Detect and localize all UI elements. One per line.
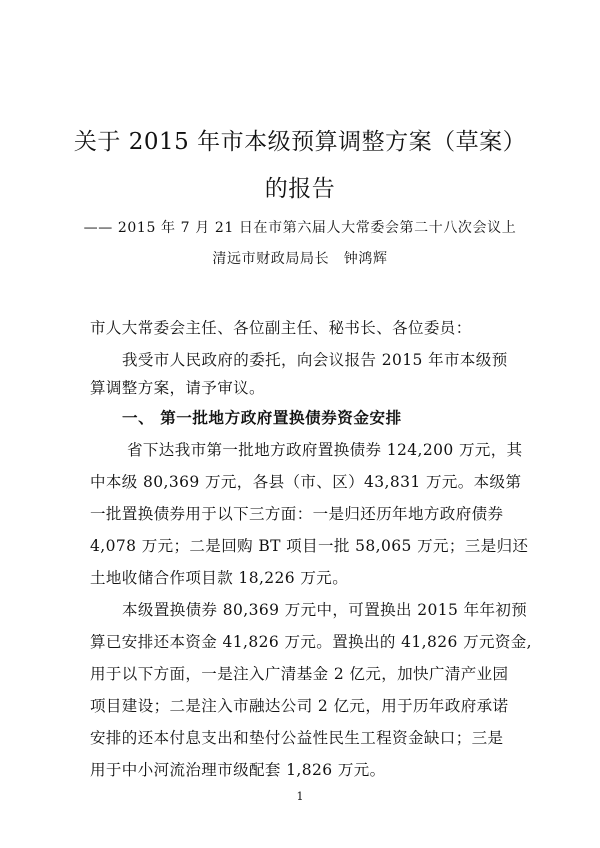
meeting-subtitle: —— 2015 年 7 月 21 日在市第六届人大常委会第二十八次会议上 bbox=[83, 220, 517, 236]
reporter-line: 清远市财政局局长 钟鸿辉 bbox=[212, 251, 388, 267]
document-title-line-2: 的报告 bbox=[264, 176, 336, 202]
para-1-line-3: 一批置换债券用于以下三方面：一是归还历年地方政府债券 bbox=[90, 505, 504, 523]
para-2-line-4: 项目建设；二是注入市融达公司 2 亿元，用于历年政府承诺 bbox=[90, 697, 509, 715]
para-1-line-4: 4,078 万元；二是回购 BT 项目一批 58,065 万元；三是归还 bbox=[90, 537, 529, 555]
para-1-line-1: 省下达我市第一批地方政府置换债券 124,200 万元，其 bbox=[127, 441, 523, 459]
para-2-line-6: 用于中小河流治理市级配套 1,826 万元。 bbox=[90, 761, 386, 779]
para-2-line-2: 算已安排还本资金 41,826 万元。置换出的 41,826 万元资金, bbox=[90, 633, 533, 651]
para-2-line-3: 用于以下方面，一是注入广清基金 2 亿元，加快广清产业园 bbox=[90, 665, 509, 683]
intro-line-1: 我受市人民政府的委托，向会议报告 2015 年市本级预 bbox=[122, 351, 508, 369]
salutation: 市人大常委会主任、各位副主任、秘书长、各位委员： bbox=[90, 319, 472, 337]
para-1-line-2: 中本级 80,369 万元，各县（市、区）43,831 万元。本级第 bbox=[90, 473, 522, 491]
document-title-line-1: 关于 2015 年市本级预算调整方案（草案） bbox=[73, 129, 527, 155]
intro-line-2: 算调整方案，请予审议。 bbox=[90, 379, 265, 397]
section-1-heading: 一、 第一批地方政府置换债券资金安排 bbox=[122, 409, 402, 427]
page-number: 1 bbox=[296, 790, 304, 803]
para-1-line-5: 土地收储合作项目款 18,226 万元。 bbox=[90, 569, 349, 587]
para-2-line-5: 安排的还本付息支出和垫付公益性民生工程资金缺口；三是 bbox=[90, 729, 504, 747]
para-2-line-1: 本级置换债券 80,369 万元中，可置换出 2015 年年初预 bbox=[122, 601, 528, 619]
